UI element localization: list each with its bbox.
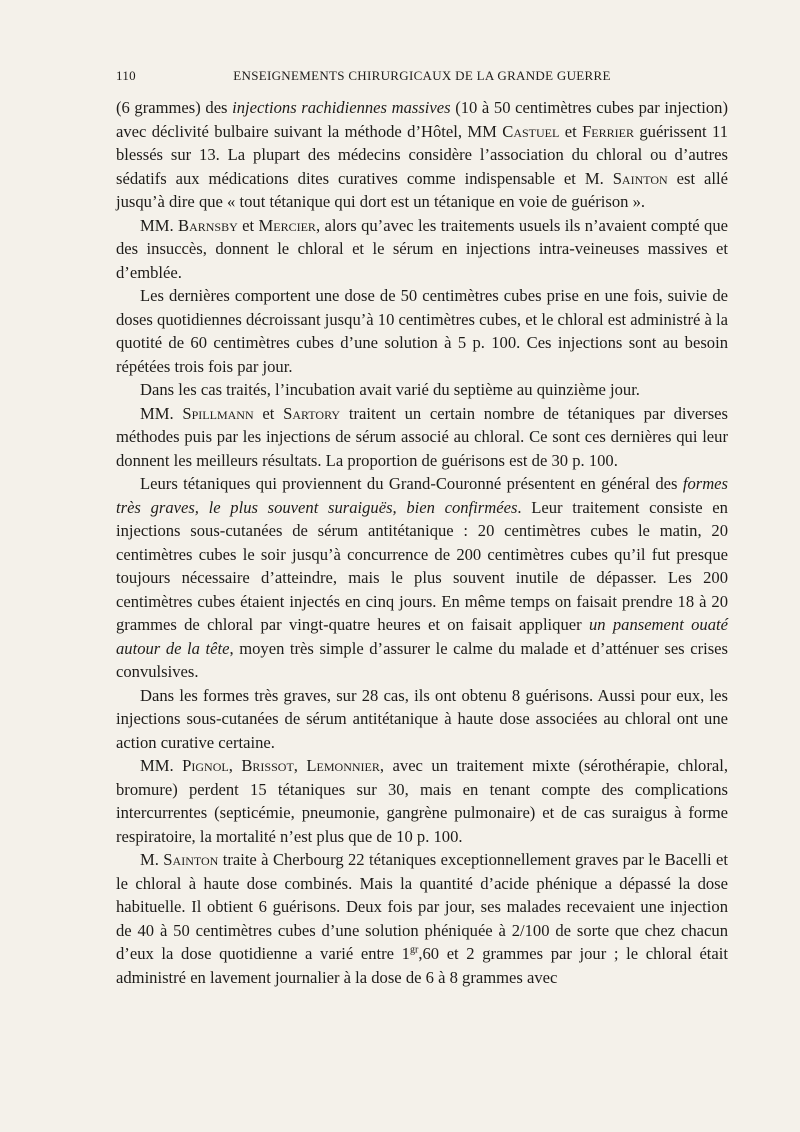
- emphasis: injections rachidiennes massives: [232, 98, 451, 117]
- text-run: , alors qu’avec les traitements usuels ils n’avaient compté que des insuccès, donnent le chloral et le sérum en injections intra-veineuses massives et d’emblée.: [116, 215, 728, 282]
- text-run: traitent un certain nombre de tétaniques par diverses méthodes puis par les injections de sérum associé au chloral. Ce sont ces dernières qui leur donnent les meilleurs résultats. La proportion de guérisons est de 30 p. 100.: [116, 403, 728, 470]
- author-name: Lemonnier: [306, 756, 380, 775]
- text-run: ,: [293, 756, 307, 775]
- text-run: et: [237, 215, 259, 235]
- page-header: [116, 66, 728, 86]
- paragraph-1: [116, 96, 728, 214]
- text-run: (6 grammes) des: [116, 98, 233, 117]
- page-number: 110: [116, 68, 136, 83]
- text-run: est allé jusqu’à dire que « tout tétanique qui dort est un tétanique en voie de guérison ».: [116, 168, 728, 211]
- text-run: . Leur traitement consiste en injections sous-cutanées de sérum antitétanique : 20 centimètres cubes le matin, 20 centimètres cubes le soir jusqu’à concurrence de 200 centimètres cubes qu’il fut presque toujours nécessaire d’atteindre, mais le plus souvent inutile de dépasser. Les 200 centimètres cubes étaient injectés en cinq jours. En même temps on faisait prendre 18 à 20 grammes de chloral par vingt-quatre heures et on faisait appliquer: [116, 497, 728, 634]
- text-run: et: [559, 121, 583, 141]
- author-name: Barnsby: [178, 215, 238, 235]
- author-name: Spillmann: [182, 403, 254, 423]
- emphasis: un pansement ouaté autour de la tête: [116, 615, 728, 658]
- author-name: Pignol: [182, 756, 229, 775]
- paragraph-7: Dans les formes très graves, sur 28 cas, ils ont obtenu 8 guérisons. Aussi pour eux, les injections sous-cutanées de sérum antitétanique à haute dose associées au chloral ont une action curative certaine.: [116, 685, 728, 752]
- paragraph-3: Les dernières comportent une dose de 50 centimètres cubes prise en une fois, suivie de doses quotidiennes décroissant jusqu’à 10 centimètres cubes, et le chloral est administré à la quotité de 60 centimètres cubes d’une solution à 5 p. 100. Ces injections sont au besoin répétées trois fois par jour.: [116, 286, 728, 376]
- body-text: [116, 96, 728, 989]
- text-run: , avec un traitement mixte (sérothérapie, chloral, bromure) perdent 15 tétaniques sur 30, mais en tenant compte des complications intercurrentes (septicémie, pneumonie, gangrène pulmonaire) et de cas suraigus à forme respiratoire, la mortalité n’est plus que de 10 p. 100.: [116, 756, 728, 846]
- paragraph-2: [116, 214, 728, 285]
- superscript: gr: [409, 944, 419, 956]
- author-name: Sainton: [612, 168, 668, 188]
- text-run: (10 à 50 centimètres cubes par injection) avec déclivité bulbaire suivant la méthode d’Hôtel, MM: [116, 98, 728, 141]
- text-run: guérissent 11 blessés sur 13. La plupart des médecins considère l’association du chloral ou d’autres sédatifs aux médications dites curatives comme indispensable et M.: [116, 121, 728, 188]
- text-run: , moyen très simple d’assurer le calme du malade et d’atténuer ses crises convulsives.: [116, 638, 728, 681]
- running-title: ENSEIGNEMENTS CHIRURGICAUX DE LA GRANDE GUERRE: [233, 68, 611, 83]
- paragraph-4: Dans les cas traités, l’incubation avait varié du septième au quinzième jour.: [140, 380, 640, 399]
- text-run: ,: [228, 756, 242, 775]
- text-run: MM.: [140, 403, 183, 423]
- text-run: et: [253, 403, 284, 423]
- author-name: Sainton: [163, 850, 219, 869]
- author-name: Sartory: [283, 403, 341, 423]
- text-run: Leurs tétaniques qui proviennent du Grand-Couronné présentent en général des: [140, 474, 683, 493]
- paragraph-6: [116, 472, 728, 684]
- author-name: Mercier: [258, 215, 316, 235]
- paragraph-5: [116, 402, 728, 473]
- text-run: MM.: [140, 756, 183, 775]
- paragraph-9: [116, 848, 728, 989]
- author-name: Brissot: [241, 756, 294, 775]
- text-run: MM.: [140, 215, 179, 235]
- author-name: Ferrier: [582, 121, 634, 141]
- text-run: M.: [140, 850, 164, 869]
- text-run: ,60 et 2 grammes par jour ; le chloral était administré en lavement journalier à la dose de 6 à 8 grammes avec: [116, 944, 729, 987]
- paragraph-8: [116, 754, 728, 848]
- author-name: Castuel: [502, 121, 560, 141]
- emphasis: formes très graves, le plus souvent suraiguës, bien confirmées: [116, 474, 728, 517]
- text-run: traite à Cherbourg 22 tétaniques exceptionnellement graves par le Bacelli et le chloral à haute dose combinés. Mais la quantité d’acide phénique a dépassé la dose habituelle. Il obtient 6 guérisons. Deux fois par jour, ses malades recevaient une injection de 40 à 50 centimètres cubes d’une solution phéniquée à 2/100 de sorte que chez chacun d’eux la dose quotidienne a varié entre 1: [116, 850, 728, 963]
